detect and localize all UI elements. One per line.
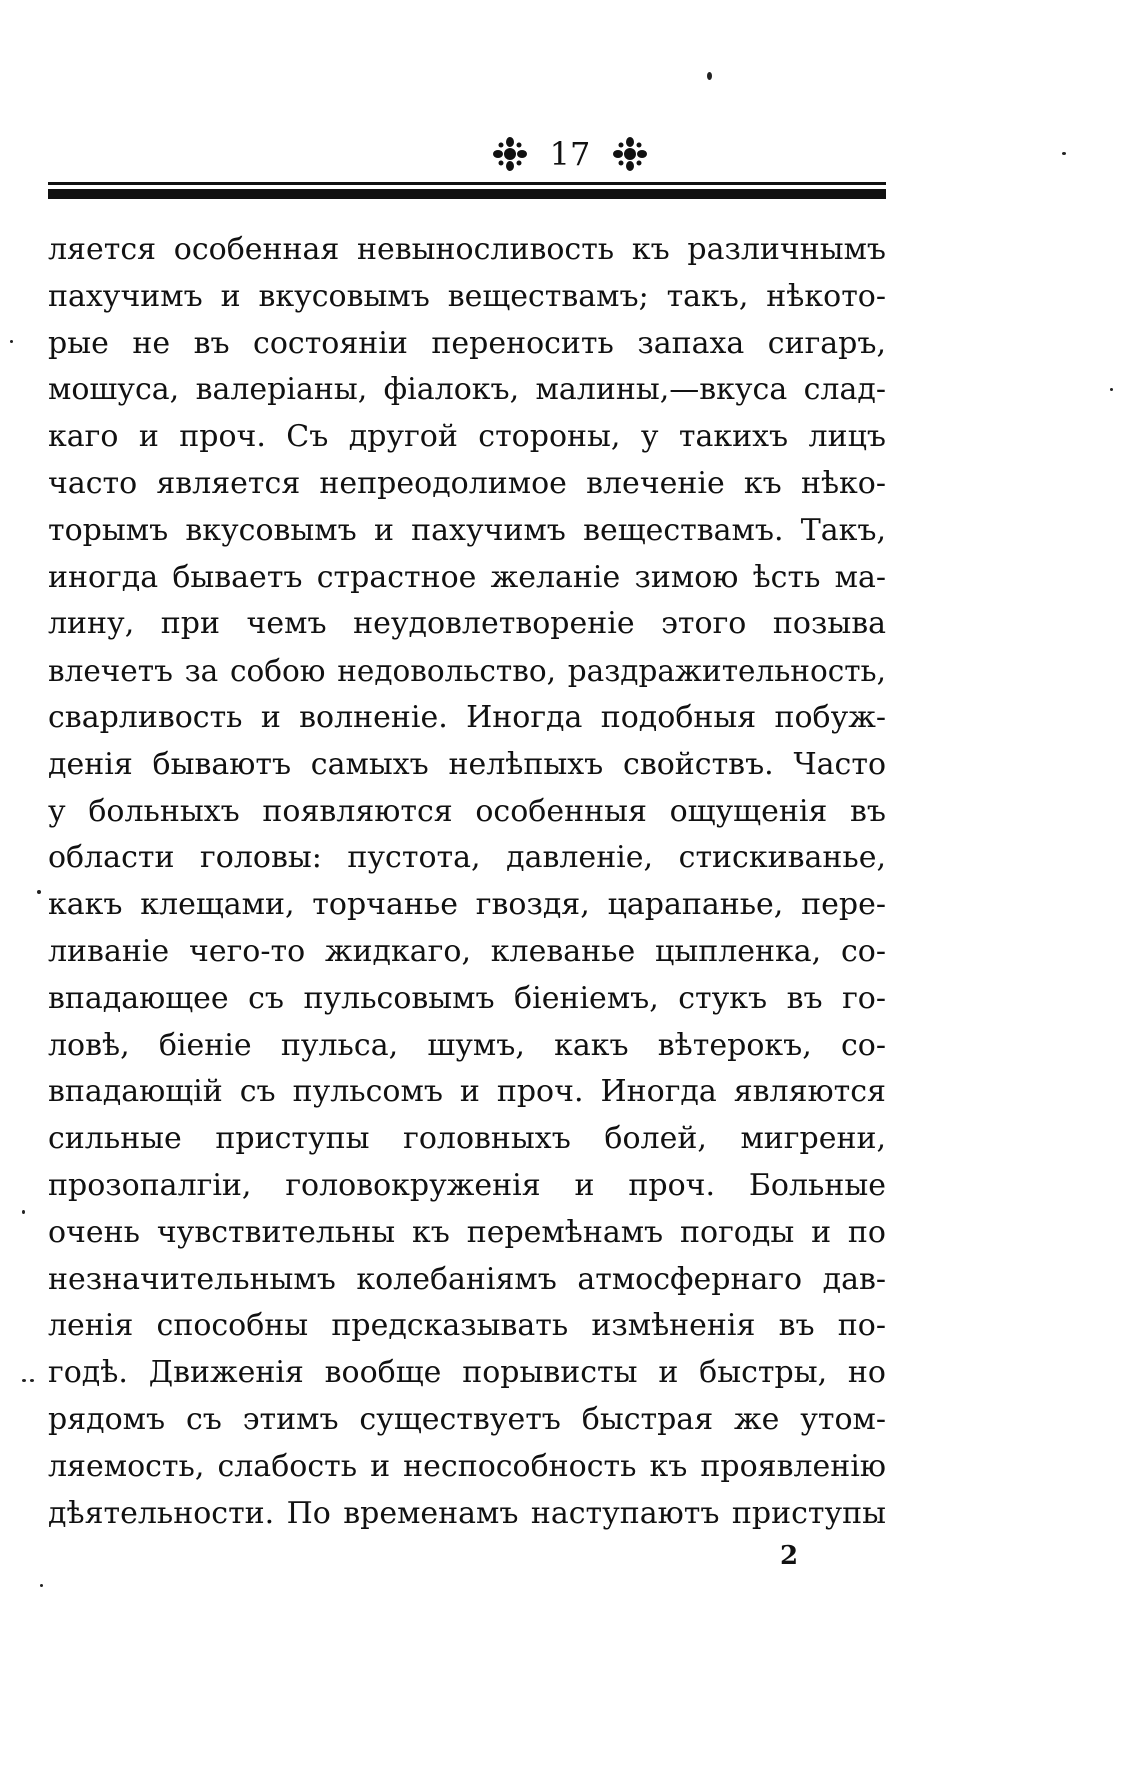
scan-speck xyxy=(22,1210,25,1214)
text-line: ляемость, слабость и неспособность къ проявленію xyxy=(48,1448,886,1484)
text-line: годѣ. Движенія вообще порывисты и быстры, но xyxy=(48,1355,886,1391)
text-line: впадающее съ пульсовымъ біеніемъ, стукъ въ го- xyxy=(48,980,886,1016)
scan-speck xyxy=(40,1584,43,1587)
fleuron-right-icon xyxy=(612,136,648,172)
text-line: иногда бываетъ страстное желаніе зимою ѣсть ма- xyxy=(48,559,886,595)
page-header xyxy=(0,132,1140,176)
text-line: торымъ вкусовымъ и пахучимъ веществамъ. Такъ, xyxy=(48,512,886,548)
scan-speck xyxy=(10,340,13,343)
text-line: денія бываютъ самыхъ нелѣпыхъ свойствъ. Часто xyxy=(48,746,886,782)
text-line: пахучимъ и вкусовымъ веществамъ; такъ, нѣкото- xyxy=(48,278,886,314)
header-rule-thin xyxy=(48,182,886,185)
text-line: очень чувствительны къ перемѣнамъ погоды и по xyxy=(48,1214,886,1250)
text-line: у больныхъ появляются особенныя ощущенія въ xyxy=(48,793,886,829)
header-rule-thick xyxy=(48,189,886,199)
text-line: ловѣ, біеніе пульса, шумъ, какъ вѣтерокъ, со- xyxy=(48,1027,886,1063)
text-line: каго и проч. Съ другой стороны, у такихъ лицъ xyxy=(48,419,886,455)
fleuron-left-icon xyxy=(492,136,528,172)
text-line: сварливость и волненіе. Иногда подобныя побуж- xyxy=(48,699,886,735)
text-line: ляется особенная невыносливость къ различнымъ xyxy=(48,232,886,267)
text-line: какъ клещами, торчанье гвоздя, царапанье, пере- xyxy=(48,887,886,923)
text-line: ливаніе чего-то жидкаго, клеванье цыпленка, со- xyxy=(48,933,886,969)
body-text xyxy=(48,227,886,1537)
text-line: ленія способны предсказывать измѣненія въ по- xyxy=(48,1308,886,1344)
scan-speck xyxy=(22,1379,26,1382)
header-rule xyxy=(48,182,886,199)
text-line: сильные приступы головныхъ болей, мигрени, xyxy=(48,1121,886,1157)
text-line: области головы: пустота, давленіе, стискиванье, xyxy=(48,840,886,876)
scan-speck xyxy=(30,1379,34,1382)
text-line: рые не въ состояніи переносить запаха сигаръ, xyxy=(48,325,886,361)
text-line: рядомъ съ этимъ существуетъ быстрая же утом- xyxy=(48,1401,886,1437)
scan-speck xyxy=(37,890,41,894)
page-number: 17 xyxy=(549,135,591,173)
text-line: лину, при чемъ неудовлетвореніе этого позыва xyxy=(48,606,886,642)
signature-mark: 2 xyxy=(780,1541,799,1571)
text-line: впадающій съ пульсомъ и проч. Иногда являются xyxy=(48,1074,886,1110)
text-line: часто является непреодолимое влеченіе къ нѣко- xyxy=(48,465,886,501)
text-line: дѣятельности. По временамъ наступаютъ приступы xyxy=(48,1495,886,1531)
scan-speck xyxy=(1110,388,1113,391)
text-line: влечетъ за собою недовольство, раздражительность, xyxy=(48,654,886,689)
text-line: прозопалгіи, головокруженія и проч. Больные xyxy=(48,1167,886,1203)
text-line: незначительнымъ колебаніямъ атмосфернаго дав- xyxy=(48,1261,886,1297)
scan-speck xyxy=(707,72,712,80)
text-line: мошуса, валеріаны, фіалокъ, малины,—вкуса слад- xyxy=(48,372,886,408)
